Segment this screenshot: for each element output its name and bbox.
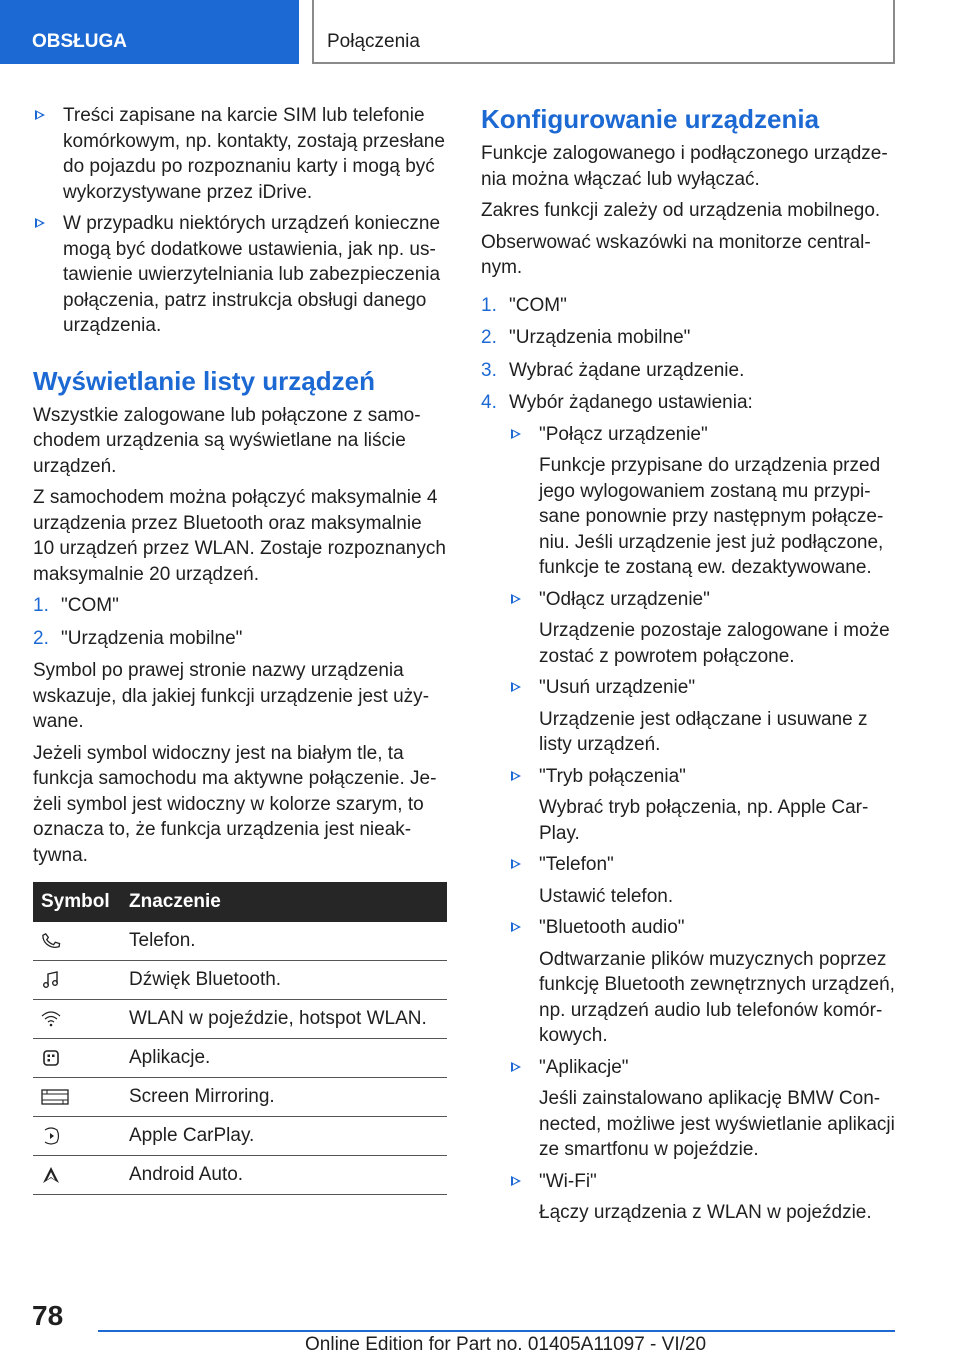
list-item xyxy=(509,764,901,847)
triangle-bullet-icon xyxy=(511,1176,521,1186)
option-title: "Odłącz urządzenie" xyxy=(539,588,710,610)
meaning-cell: Aplikacje. xyxy=(121,1039,447,1078)
table-row xyxy=(33,1000,447,1039)
screen-mirroring-icon xyxy=(41,1087,69,1107)
list-item xyxy=(509,675,901,758)
left-column xyxy=(33,103,447,1195)
option-title: "Połącz urządzenie" xyxy=(539,423,708,445)
table-row xyxy=(33,1156,447,1195)
step-item xyxy=(481,293,901,319)
paragraph: Zakres funkcji zależy od urządzenia mobilnego. xyxy=(481,200,881,221)
option-description: Wybrać tryb połączenia, np. Apple CarPlay. xyxy=(539,797,869,844)
step-item xyxy=(481,325,901,351)
option-description: Łączy urządzenia z WLAN w pojeździe. xyxy=(539,1202,872,1223)
paragraph: Wszystkie zalogowane lub połączone z samochodem urządzenia są wyświetlane na liście urządzeń. xyxy=(33,404,421,477)
option-list xyxy=(509,422,901,1226)
symbol-cell xyxy=(33,1000,121,1039)
step-text: "COM" xyxy=(509,294,567,316)
option-description: Odtwarzanie plików muzycznych poprzez funkcję Bluetooth zewnętrznych urządzeń, np. urządzeń audio lub telefonów komórkowych. xyxy=(539,948,895,1046)
symbol-cell xyxy=(33,961,121,1000)
meaning-cell: WLAN w pojeździe, hotspot WLAN. xyxy=(121,1000,447,1039)
step-text: "Urządzenia mobilne" xyxy=(61,627,243,649)
carplay-icon xyxy=(41,1126,61,1146)
option-title: "Aplikacje" xyxy=(539,1056,629,1078)
symbol-cell xyxy=(33,1078,121,1117)
table-row xyxy=(33,1078,447,1117)
paragraph: Jeżeli symbol widoczny jest na białym tle, ta funkcja samochodu ma aktywne połączenie. Jeżeli symbol jest widoczny w kolorze szarym, to oznacza to, że funkcja urządzenia jest nieaktywna. xyxy=(33,742,437,866)
music-note-icon xyxy=(41,970,61,990)
list-item xyxy=(33,211,447,339)
step-item xyxy=(481,358,901,384)
meaning-cell: Dźwięk Bluetooth. xyxy=(121,961,447,1000)
triangle-bullet-icon xyxy=(511,682,521,692)
section-heading: Konfigurowanie urządzenia xyxy=(481,104,820,134)
table-row xyxy=(33,961,447,1000)
list-item xyxy=(509,852,901,909)
phone-icon xyxy=(41,931,61,951)
step-number: 1. xyxy=(481,294,497,316)
meaning-cell: Telefon. xyxy=(121,922,447,961)
list-item xyxy=(509,1055,901,1163)
symbol-cell xyxy=(33,1156,121,1195)
paragraph: Symbol po prawej stronie nazwy urządzenia wskazuje, dla jakiej funkcji urządzenie jest używane. xyxy=(33,660,430,732)
chapter-tab xyxy=(312,0,895,64)
option-description: Funkcje przypisane do urządzenia przed jego wylogowaniem zostaną mu przypisane ponownie przy następnym połączeniu. Jeśli urządzenie jest już podłączone, funkcje te zostaną ew. dezaktywowane. xyxy=(539,455,884,578)
paragraph: Z samochodem można połączyć maksymalnie 4 urządzenia przez Bluetooth oraz maksymalnie 10 urządzeń przez WLAN. Zostaje rozpoznanych maksymalnie 20 urządzeń. xyxy=(33,487,446,585)
option-title: "Wi-Fi" xyxy=(539,1170,597,1192)
step-text: "Urządzenia mobilne" xyxy=(509,327,691,348)
list-item xyxy=(509,915,901,1049)
table-row xyxy=(33,1117,447,1156)
step-number: 2. xyxy=(33,627,49,649)
symbol-cell xyxy=(33,1039,121,1078)
step-text: "COM" xyxy=(61,595,119,616)
list-item xyxy=(509,422,901,581)
apps-icon xyxy=(41,1048,61,1068)
option-title: "Usuń urządzenie" xyxy=(539,677,696,698)
list-item xyxy=(509,587,901,670)
triangle-bullet-icon xyxy=(511,922,521,932)
table-row xyxy=(33,922,447,961)
symbol-table xyxy=(33,882,447,1195)
paragraph: Funkcje zalogowanego i podłączonego urządzenia można włączać lub wyłączać. xyxy=(481,143,888,190)
step-text: Wybór żądanego ustawienia: xyxy=(509,392,753,413)
triangle-bullet-icon xyxy=(511,1062,521,1072)
triangle-bullet-icon xyxy=(511,594,521,604)
table-header-row xyxy=(33,882,447,922)
triangle-bullet-icon xyxy=(35,110,45,120)
triangle-bullet-icon xyxy=(511,429,521,439)
step-item xyxy=(481,390,901,1226)
right-column xyxy=(481,103,901,1233)
option-description: Ustawić telefon. xyxy=(539,885,674,907)
column-header-symbol: Symbol xyxy=(33,882,121,922)
triangle-bullet-icon xyxy=(511,771,521,781)
meaning-cell: Apple CarPlay. xyxy=(121,1117,447,1156)
list-item xyxy=(33,103,447,205)
wifi-icon xyxy=(41,1009,61,1029)
option-description: Jeśli zainstalowano aplikację BMW Connected, możliwe jest wyświetlanie aplikacji ze smartfonu w pojeździe. xyxy=(539,1088,895,1160)
paragraph: Obserwować wskazówki na monitorze centralnym. xyxy=(481,231,871,278)
option-description: Urządzenie jest odłączane i usuwane z listy urządzeń. xyxy=(539,708,868,755)
option-description: Urządzenie pozostaje zalogowane i może zostać z powrotem połączone. xyxy=(539,620,890,667)
list-item xyxy=(509,1169,901,1226)
step-text: Wybrać żądane urządzenie. xyxy=(509,359,745,381)
triangle-bullet-icon xyxy=(35,218,45,228)
bullet-text: Treści zapisane na karcie SIM lub telefonie komórkowym, np. kontakty, zostają przesłane do pojazdu po rozpoznaniu karty i mogą być wykorzystywane przez iDrive. xyxy=(63,105,445,203)
step-number: 1. xyxy=(33,595,49,616)
step-number: 2. xyxy=(481,327,497,348)
section-title: OBSŁUGA xyxy=(32,31,127,52)
triangle-bullet-icon xyxy=(511,859,521,869)
android-auto-icon xyxy=(41,1165,61,1185)
table-row xyxy=(33,1039,447,1078)
option-title: "Tryb połączenia" xyxy=(539,765,686,787)
section-heading: Wyświetlanie listy urządzeń xyxy=(33,365,375,396)
chapter-title: Połączenia xyxy=(327,31,420,52)
meaning-cell: Android Auto. xyxy=(121,1156,447,1195)
symbol-cell xyxy=(33,1117,121,1156)
option-title: "Telefon" xyxy=(539,854,614,875)
step-number: 3. xyxy=(481,359,497,381)
bullet-text: W przypadku niektórych urządzeń konieczne mogą być dodatkowe ustawienia, jak np. ustawienie uwierzytelniania lub zabezpieczenia połączenia, patrz instrukcja obsługi danego urządzenia. xyxy=(63,213,441,336)
step-item xyxy=(33,626,447,652)
section-tab xyxy=(0,0,299,64)
option-title: "Bluetooth audio" xyxy=(539,917,685,938)
step-item xyxy=(33,593,447,619)
column-header-meaning: Znaczenie xyxy=(121,882,447,922)
edition-note: Online Edition for Part no. 01405A11097 - VI/20 xyxy=(305,1334,707,1355)
symbol-cell xyxy=(33,922,121,961)
meaning-cell: Screen Mirroring. xyxy=(121,1078,447,1117)
page-number: 78 xyxy=(32,1300,64,1331)
step-number: 4. xyxy=(481,392,497,413)
